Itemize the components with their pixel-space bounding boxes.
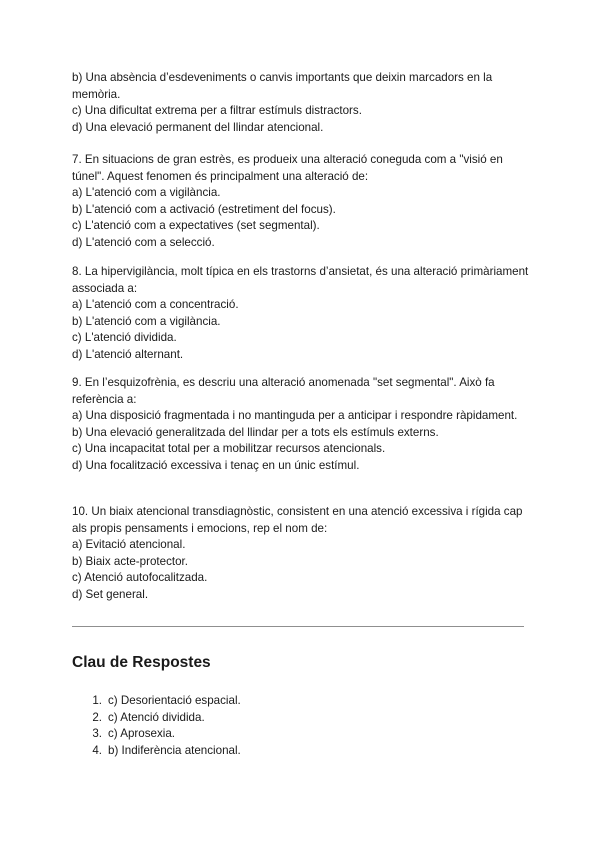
answer-text: c) Atenció dividida. — [108, 710, 205, 724]
option-10d: d) Set general. — [72, 587, 149, 601]
question-9 — [72, 375, 532, 474]
option-10b: b) Biaix acte-protector. — [72, 554, 188, 568]
answer-number: 3. — [92, 727, 102, 741]
question-7-text: 7. En situacions de gran estrès, es produeix una alteració coneguda com a "visió en túnel". Aquest fenomen és principalment una alteració de: — [72, 153, 503, 183]
answer-number: 1. — [92, 694, 102, 707]
option-10a: a) Evitació atencional. — [72, 538, 186, 551]
option-7b: b) L'atenció com a activació (estretiment del focus). — [72, 202, 336, 216]
question-9-text: 9. En l’esquizofrènia, es descriu una alteració anomenada "set segmental". Això fa referència a: — [72, 376, 495, 406]
option-9b: b) Una elevació generalitzada del llindar per a tots els estímuls externs. — [72, 425, 439, 439]
answer-text: b) Indiferència atencional. — [108, 743, 241, 757]
answer-key-title: Clau de Respostes — [72, 654, 211, 671]
answer-item — [72, 743, 532, 760]
answer-item — [72, 693, 532, 710]
option-8a: a) L'atenció com a concentració. — [72, 298, 239, 311]
question-7 — [72, 152, 532, 251]
answer-item — [72, 726, 532, 743]
question-6-options — [72, 70, 532, 136]
question-8 — [72, 264, 532, 363]
section-divider — [72, 626, 524, 627]
option-6d: d) Una elevació permanent del llindar atencional. — [72, 120, 324, 134]
option-9c: c) Una incapacitat total per a mobilitzar recursos atencionals. — [72, 442, 386, 455]
option-7a: a) L'atenció com a vigilància. — [72, 186, 221, 199]
question-10-text: 10. Un biaix atencional transdiagnòstic, consistent en una atenció excessiva i rígida cap als propis pensaments i emocions, rep el nom de: — [72, 505, 523, 535]
answer-item — [72, 710, 532, 727]
answer-text: c) Desorientació espacial. — [108, 694, 241, 707]
answer-text: c) Aprosexia. — [108, 727, 176, 741]
option-9d: d) Una focalització excessiva i tenaç en un únic estímul. — [72, 458, 360, 472]
answer-number: 2. — [92, 710, 102, 724]
answer-key-list — [72, 693, 532, 759]
option-9a: a) Una disposició fragmentada i no mantinguda per a anticipar i respondre ràpidament. — [72, 409, 518, 422]
question-10 — [72, 504, 532, 603]
option-8d: d) L'atenció alternant. — [72, 347, 184, 361]
question-8-text: 8. La hipervigilància, molt típica en els trastorns d’ansietat, és una alteració primàriament associada a: — [72, 265, 529, 295]
option-7c: c) L'atenció com a expectatives (set segmental). — [72, 219, 320, 232]
answer-number: 4. — [92, 743, 102, 757]
option-6b: b) Una absència d’esdeveniments o canvis importants que deixin marcadors en la memòria. — [72, 71, 493, 101]
option-10c: c) Atenció autofocalitzada. — [72, 571, 208, 584]
option-8c: c) L'atenció dividida. — [72, 331, 177, 344]
option-6c: c) Una dificultat extrema per a filtrar estímuls distractors. — [72, 104, 362, 117]
option-8b: b) L'atenció com a vigilància. — [72, 314, 221, 328]
option-7d: d) L'atenció com a selecció. — [72, 235, 215, 249]
